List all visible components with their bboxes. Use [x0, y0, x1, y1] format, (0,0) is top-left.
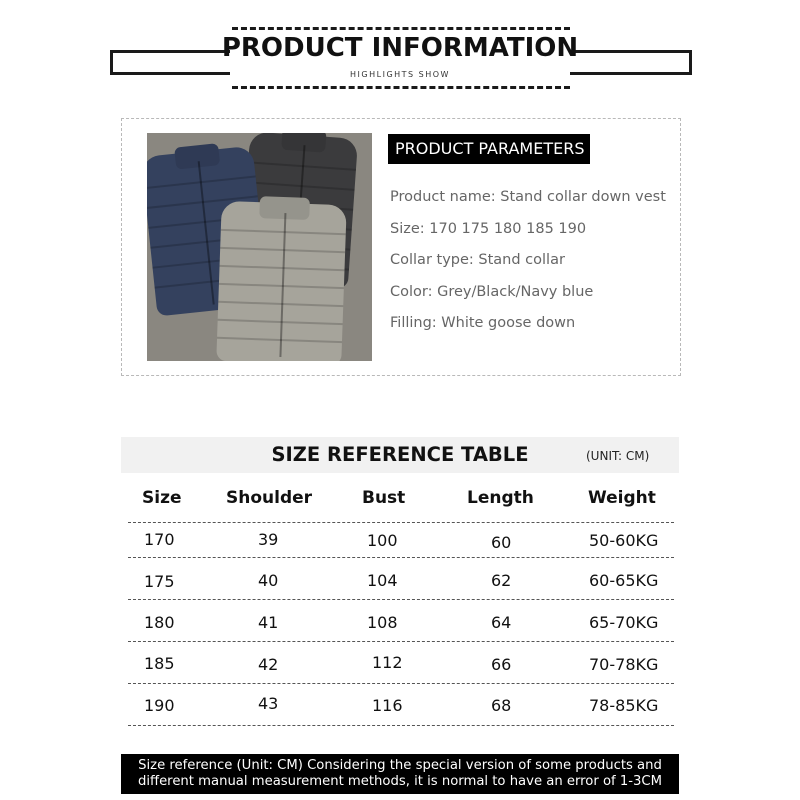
- cell-bust: 112: [372, 653, 403, 672]
- cell-weight: 70-78KG: [589, 655, 659, 674]
- cell-bust: 116: [372, 696, 403, 715]
- cell-weight: 65-70KG: [589, 613, 659, 632]
- param-product-name: Product name: Stand collar down vest: [390, 189, 666, 205]
- param-color: Color: Grey/Black/Navy blue: [390, 284, 594, 300]
- param-size: Size: 170 175 180 185 190: [390, 221, 587, 237]
- table-row-divider: [128, 725, 674, 726]
- cell-bust: 100: [367, 531, 398, 550]
- cell-weight: 78-85KG: [589, 696, 659, 715]
- cell-shoulder: 39: [258, 530, 279, 549]
- page-title: PRODUCT INFORMATION: [221, 33, 579, 63]
- size-disclaimer: [121, 754, 679, 794]
- cell-length: 62: [491, 571, 512, 590]
- cell-bust: 104: [367, 571, 398, 590]
- page-subtitle: HIGHLIGHTS SHOW: [350, 70, 450, 79]
- table-row-divider: [128, 683, 674, 684]
- table-row-divider: [128, 641, 674, 642]
- size-table-title: SIZE REFERENCE TABLE: [271, 443, 529, 466]
- cell-size: 190: [144, 696, 175, 715]
- product-photo: [147, 133, 372, 361]
- cell-weight: 50-60KG: [589, 531, 659, 550]
- table-row-divider: [128, 599, 674, 600]
- cell-bust: 108: [367, 613, 398, 632]
- cell-length: 64: [491, 613, 512, 632]
- header-top-dashes: [232, 27, 570, 30]
- cell-size: 170: [144, 530, 175, 549]
- cell-shoulder: 40: [258, 571, 279, 590]
- cell-shoulder: 41: [258, 613, 279, 632]
- column-header-bust: Bust: [362, 488, 406, 508]
- product-parameters-heading: PRODUCT PARAMETERS: [388, 134, 590, 164]
- cell-length: 66: [491, 655, 512, 674]
- grey-vest-image: [216, 201, 347, 361]
- column-header-shoulder: Shoulder: [226, 488, 313, 508]
- disclaimer-line-1: Size reference (Unit: CM) Considering the special version of some products and: [138, 758, 662, 773]
- cell-size: 185: [144, 654, 175, 673]
- param-collar-type: Collar type: Stand collar: [390, 252, 565, 268]
- header-bottom-dashes: [232, 86, 570, 89]
- column-header-size: Size: [142, 488, 182, 508]
- cell-shoulder: 42: [258, 655, 279, 674]
- cell-length: 60: [491, 533, 512, 552]
- disclaimer-line-2: different manual measurement methods, it is normal to have an error of 1-3CM: [137, 774, 663, 789]
- cell-size: 180: [144, 613, 175, 632]
- column-header-length: Length: [467, 488, 534, 508]
- cell-shoulder: 43: [258, 694, 279, 713]
- size-table-unit: (UNIT: CM): [586, 449, 650, 463]
- cell-weight: 60-65KG: [589, 571, 659, 590]
- table-row-divider: [128, 557, 674, 558]
- cell-size: 175: [144, 572, 175, 591]
- table-row-divider: [128, 522, 674, 523]
- column-header-weight: Weight: [588, 488, 656, 508]
- cell-length: 68: [491, 696, 512, 715]
- param-filling: Filling: White goose down: [390, 315, 576, 331]
